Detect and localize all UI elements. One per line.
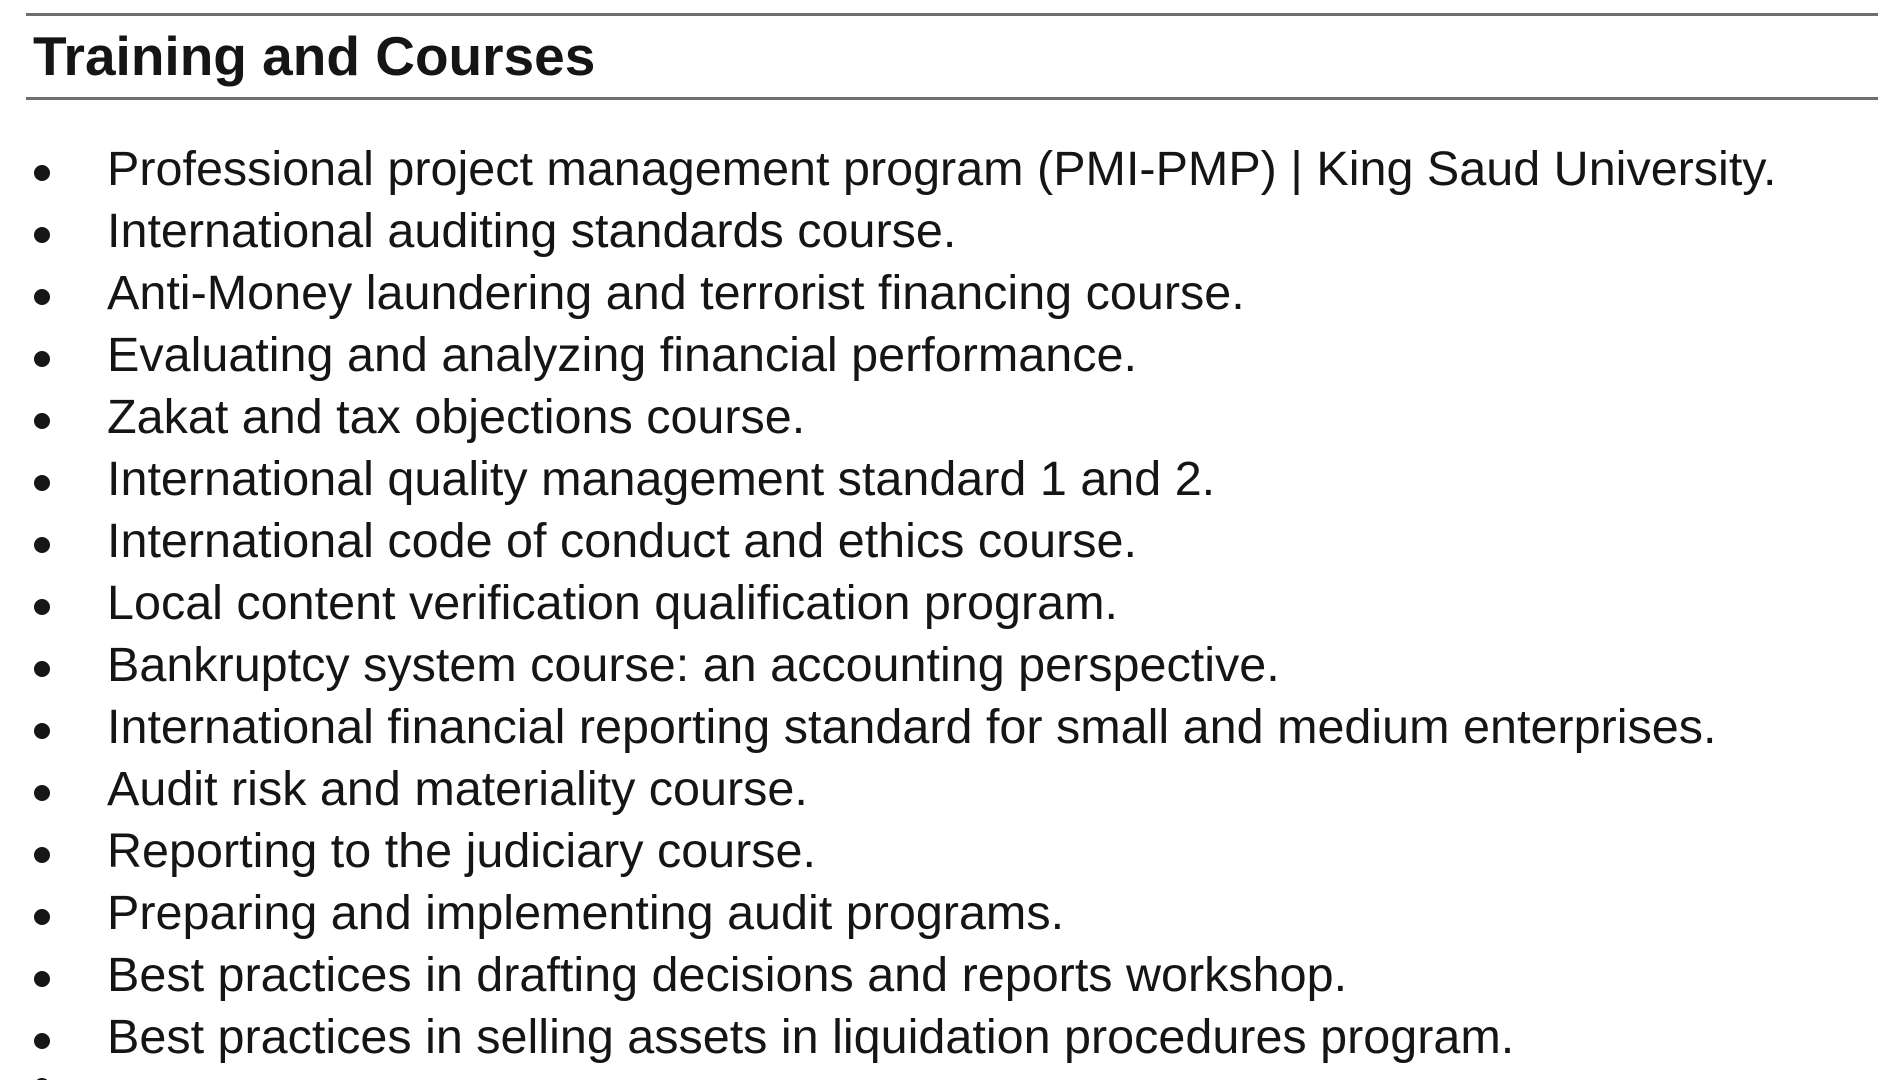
bullet-icon xyxy=(34,351,50,367)
course-text: Evaluating and analyzing financial performance. xyxy=(107,328,1137,382)
list-item xyxy=(0,324,1878,386)
list-item xyxy=(0,448,1878,510)
list-item xyxy=(0,758,1878,820)
list-item xyxy=(0,820,1878,882)
course-text: International financial reporting standard for small and medium enterprises. xyxy=(107,700,1717,754)
bullet-icon xyxy=(34,475,50,491)
bullet-icon xyxy=(34,661,50,677)
bullet-icon xyxy=(34,227,50,243)
section-heading: Training and Courses xyxy=(33,25,596,87)
course-text: International auditing standards course. xyxy=(107,204,957,258)
list-item xyxy=(0,200,1878,262)
bullet-icon xyxy=(34,413,50,429)
list-item xyxy=(0,696,1878,758)
list-item xyxy=(0,572,1878,634)
course-text: Zakat and tax objections course. xyxy=(107,390,806,444)
bullet-icon xyxy=(34,1033,50,1049)
course-text: International code of conduct and ethics course. xyxy=(107,514,1137,568)
course-text: Best practices in drafting decisions and reports workshop. xyxy=(107,948,1348,1002)
course-list xyxy=(0,138,1878,1068)
bullet-icon xyxy=(34,909,50,925)
course-text: Best practices in selling assets in liquidation procedures program. xyxy=(107,1010,1515,1064)
list-item xyxy=(0,386,1878,448)
list-item xyxy=(0,262,1878,324)
list-item xyxy=(0,634,1878,696)
course-text: International quality management standard 1 and 2. xyxy=(107,452,1216,506)
list-item xyxy=(0,944,1878,1006)
bullet-icon xyxy=(34,289,50,305)
course-text: Reporting to the judiciary course. xyxy=(107,824,817,878)
bullet-icon xyxy=(34,537,50,553)
bullet-icon xyxy=(34,165,50,181)
list-item xyxy=(0,1006,1878,1068)
bullet-icon xyxy=(34,847,50,863)
cropped-next-line xyxy=(0,1068,1878,1080)
bullet-icon xyxy=(34,723,50,739)
course-text: Anti-Money laundering and terrorist financing course. xyxy=(107,266,1245,320)
list-item xyxy=(0,138,1878,200)
bullet-icon xyxy=(34,599,50,615)
section-bottom-rule xyxy=(26,97,1878,100)
course-text: Local content verification qualification program. xyxy=(107,576,1118,630)
list-item xyxy=(0,510,1878,572)
course-text: Audit risk and materiality course. xyxy=(107,762,808,816)
bullet-icon xyxy=(34,971,50,987)
bullet-icon xyxy=(34,785,50,801)
course-text: Professional project management program (PMI-PMP) | King Saud University. xyxy=(107,142,1777,196)
list-item xyxy=(0,882,1878,944)
section-top-rule xyxy=(26,13,1878,16)
course-text: Bankruptcy system course: an accounting perspective. xyxy=(107,638,1280,692)
course-text: Preparing and implementing audit programs. xyxy=(107,886,1065,940)
